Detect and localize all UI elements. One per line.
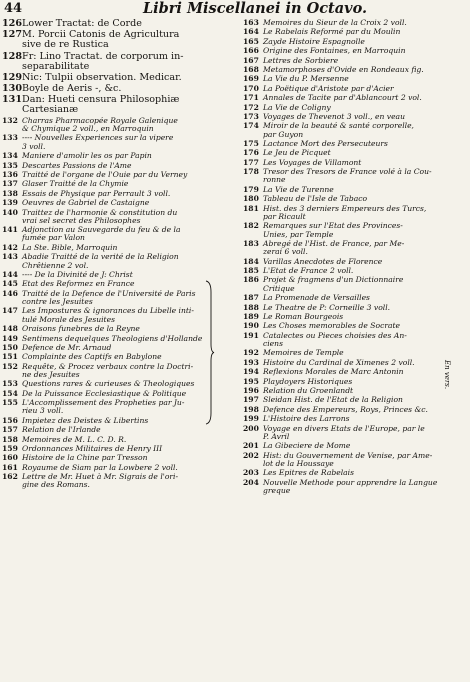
catalogue-entry: [2, 464, 234, 472]
entry-number: 182: [243, 221, 259, 231]
entry-text: Le Roman Bourgeois: [263, 311, 344, 321]
entry-number: 174: [243, 121, 259, 131]
catalogue-entry: [2, 162, 234, 170]
entry-text: La Vie du P. Mersenne: [263, 74, 349, 84]
entry-text: Defence des Empereurs, Roys, Princes &c.: [263, 404, 428, 414]
entry-number: 187: [243, 293, 259, 303]
entry-number: 140: [2, 207, 18, 217]
catalogue-entry: [2, 190, 234, 198]
catalogue-entry: [2, 426, 234, 434]
catalogue-entry: [2, 152, 234, 160]
entry-number: 173: [243, 111, 259, 121]
entry-number: 160: [2, 453, 18, 463]
entry-number: 148: [2, 324, 18, 334]
entry-text: Hist. des 3 derniers Empereurs des Turcs, par Ricault: [263, 203, 427, 221]
catalogue-entry: [243, 313, 458, 321]
entry-text: Varillas Anecdotes de Florence: [263, 256, 383, 266]
entry-number: 155: [2, 398, 18, 408]
entry-text: Sentimens dequelques Theologiens d'Hollande: [22, 333, 203, 343]
catalogue-entry: [2, 134, 234, 151]
catalogue-entry: [2, 253, 234, 270]
entry-number: 188: [243, 302, 259, 312]
entry-text: La Ste. Bible, Marroquin: [22, 242, 118, 252]
entry-text: Tableau de l'Isle de Tabaco: [263, 194, 368, 204]
entry-number: 153: [2, 379, 18, 389]
catalogue-entry: [243, 479, 458, 496]
catalogue-entry: [243, 186, 458, 194]
catalogue-entry: [2, 344, 234, 352]
entry-number: 194: [243, 367, 259, 377]
catalogue-entry: [2, 325, 234, 333]
entry-text: Remarques sur l'Etat des Provinces- Unies, par Temple: [263, 221, 403, 239]
catalogue-entry: [2, 30, 234, 50]
entry-text: Annales de Tacite par d'Ablancourt 2 vol.: [263, 93, 422, 103]
entry-number: 193: [243, 357, 259, 367]
entry-text: Histoire de la Chine par Tresson: [22, 453, 148, 463]
entry-text: ---- De la Divinité de J: Christ: [22, 269, 133, 279]
entry-text: Abregé de l'Hist. de France, par Me- zerai 6 voll.: [263, 239, 405, 257]
entry-number: 151: [2, 352, 18, 362]
entry-number: 175: [243, 138, 259, 148]
entry-text: Miroir de la beauté & santé corporelle, par Guyon: [263, 121, 414, 139]
entry-number: 183: [243, 239, 259, 248]
entry-number: 191: [243, 330, 259, 340]
entry-number: 134: [2, 151, 18, 161]
entry-number: 136: [2, 169, 18, 179]
entry-text: Boyle de Aeris -, &c.: [22, 83, 122, 95]
catalogue-entry: [243, 396, 458, 404]
entry-text: Le Jeu de Picquet: [263, 148, 331, 158]
catalogue-entry: [243, 240, 458, 257]
catalogue-entry: [2, 353, 234, 361]
catalogue-entry: [243, 205, 458, 222]
entry-text: La Poëtique d'Aristote par d'Acier: [263, 83, 394, 93]
catalogue-entry: [243, 294, 458, 302]
catalogue-entry: [243, 104, 458, 112]
entry-text: Sleidan Hist. de l'Etat de la Religion: [263, 395, 403, 405]
catalogue-entry: [243, 47, 458, 55]
entry-number: 135: [2, 160, 18, 170]
entry-text: Dan: Hueti censura Philosophiæ Cartesianæ: [22, 94, 180, 116]
entry-text: Complainte des Captifs en Babylone: [22, 352, 162, 362]
catalogue-entry: [243, 442, 458, 450]
entry-text: La Vie de Turenne: [263, 184, 334, 194]
entry-number: 190: [243, 321, 259, 331]
entry-text: Les Impostures & ignorances du Libelle inti- tulé Morale des Jesuites: [22, 306, 194, 324]
catalogue-entry: [243, 195, 458, 203]
entry-text: Hist: du Gouvernement de Venise, par Ame- lot de la Houssaye: [263, 450, 433, 468]
entry-text: Abadie Traitté de la verité de la Religion Chrêtienne 2 vol.: [22, 252, 179, 270]
catalogue-entry: [243, 168, 458, 185]
catalogue-entry: [243, 19, 458, 27]
entry-number: 165: [243, 36, 259, 46]
catalogue-entry: [243, 258, 458, 266]
catalogue-entry: [2, 84, 234, 94]
entry-number: 198: [243, 404, 259, 414]
entry-number: 197: [243, 395, 259, 405]
entry-number: 141: [2, 225, 18, 235]
catalogue-entry: [243, 359, 458, 367]
catalogue-entry: [243, 276, 458, 293]
entry-number: 200: [243, 423, 259, 433]
entry-text: Oeuvres de Gabriel de Castaigne: [22, 198, 150, 208]
entry-number: 180: [243, 194, 259, 204]
entry-number: 204: [243, 477, 259, 487]
catalogue-entry: [2, 19, 234, 29]
entry-text: Nouvelle Methode pour apprendre la Langue greque: [263, 477, 438, 495]
catalogue-entry: [243, 332, 458, 349]
entry-text: Voyage en divers Etats de l'Europe, par le P. Avril: [263, 423, 425, 441]
catalogue-entry: [243, 425, 458, 442]
entry-number: 196: [243, 385, 259, 395]
entry-number: 128: [2, 50, 23, 62]
catalogue-entry: [243, 469, 458, 477]
entry-text: Nic: Tulpii observation. Medicar.: [22, 71, 182, 83]
entry-text: Reflexions Morales de Marc Antonin: [263, 367, 404, 377]
page-number: 44: [4, 1, 23, 16]
entry-number: 168: [243, 64, 259, 74]
catalogue-entry: [2, 171, 234, 179]
entry-text: Memoires de Temple: [263, 348, 344, 358]
entry-number: 143: [2, 252, 18, 262]
entry-text: Adjonction au Sauvegarde du feu & de la fumée par Valon: [22, 225, 181, 243]
catalogue-entry: [243, 267, 458, 275]
entry-number: 163: [243, 18, 259, 27]
entry-text: Descartes Passions de l'Ame: [22, 160, 132, 170]
entry-text: Traitté de l'organe de l'Ouie par du Verney: [22, 169, 188, 179]
catalogue-entry: [243, 149, 458, 157]
entry-text: Relation du Groenlandt: [263, 385, 354, 395]
entry-text: Les Choses memorables de Socrate: [263, 321, 401, 331]
entry-number: 181: [243, 203, 259, 213]
entry-number: 189: [243, 311, 259, 321]
entry-text: Impietez des Deistes & Libertins: [22, 415, 149, 425]
entry-text: Fr: Lino Tractat. de corporum in- separabilitate: [22, 50, 184, 72]
entry-text: L'Accomplissement des Propheties par Ju- rieu 3 voll.: [22, 398, 185, 416]
verse-brace-icon: [205, 280, 215, 425]
entry-number: 176: [243, 148, 259, 158]
entry-number: 126: [2, 18, 23, 29]
entry-number: 167: [243, 55, 259, 65]
entry-number: 133: [2, 133, 18, 143]
entry-number: 169: [243, 74, 259, 84]
catalogue-entry: [243, 452, 458, 469]
entry-text: L'Histoire des Larrons: [263, 414, 350, 424]
catalogue-entry: [2, 454, 234, 462]
catalogue-entry: [2, 473, 234, 490]
entry-number: 130: [2, 83, 23, 95]
left-column: [2, 19, 234, 491]
entry-number: 158: [2, 434, 18, 444]
catalogue-entry: [2, 290, 234, 307]
catalogue-entry: [243, 304, 458, 312]
entry-text: Histoire du Cardinal de Ximenes 2 voll.: [263, 357, 415, 367]
entry-text: La Gibeciere de Mome: [263, 441, 351, 451]
catalogue-entry: [243, 378, 458, 386]
entry-number: 149: [2, 333, 18, 343]
catalogue-entry: [243, 75, 458, 83]
verse-side-label: En vers.: [443, 360, 451, 390]
entry-text: Le Rabelais Reformé par du Moulin: [263, 27, 401, 37]
entry-text: Catalectes ou Pieces choisies des An- ciens: [263, 330, 407, 349]
entry-number: 202: [243, 450, 259, 460]
entry-number: 154: [2, 388, 18, 398]
entry-number: 178: [243, 167, 259, 177]
entry-text: Requête, & Procez verbaux contre la Doctri- ne des Jesuites: [22, 361, 194, 379]
catalogue-entry: [243, 415, 458, 423]
entry-text: Tresor des Tresors de France volé à la Cou- ronne: [263, 167, 432, 185]
catalogue-entry: [2, 417, 234, 425]
entry-text: Maniere d'amolir les os par Papin: [22, 151, 152, 161]
entry-number: 138: [2, 188, 18, 198]
entry-number: 146: [2, 288, 18, 298]
entry-number: 201: [243, 441, 259, 451]
catalogue-entry: [243, 113, 458, 121]
catalogue-entry: [243, 322, 458, 330]
entry-text: Projet & fragmens d'un Dictionnaire Critique: [263, 275, 404, 293]
entry-number: 170: [243, 83, 259, 93]
entry-number: 185: [243, 266, 259, 276]
entry-text: Memoires du Sieur de la Croix 2 voll.: [263, 18, 407, 27]
catalogue-entry: [2, 52, 234, 72]
right-column: [243, 19, 458, 496]
catalogue-entry: [243, 159, 458, 167]
entry-number: 157: [2, 425, 18, 435]
catalogue-entry: [243, 57, 458, 65]
entry-text: La Vie de Coligny: [263, 102, 331, 112]
catalogue-entry: [2, 271, 234, 279]
catalogue-entry: [2, 117, 234, 134]
entry-number: 142: [2, 242, 18, 252]
catalogue-entry: [243, 122, 458, 139]
catalogue-entry: [2, 390, 234, 398]
entry-number: 195: [243, 376, 259, 386]
entry-text: Zayde Histoire Espagnolle: [263, 36, 365, 46]
entry-text: Voyages de Thevenot 3 voll., en veau: [263, 111, 405, 121]
entry-text: Lower Tractat: de Corde: [22, 18, 142, 29]
entry-text: Ordonnances Militaires de Henry III: [22, 444, 163, 453]
entry-number: 129: [2, 71, 23, 83]
entry-number: 179: [243, 184, 259, 194]
catalogue-entry: [243, 222, 458, 239]
entry-text: Les Voyages de Villamont: [263, 157, 362, 167]
catalogue-entry: [2, 95, 234, 115]
entry-number: 203: [243, 468, 259, 478]
entry-number: 147: [2, 306, 18, 316]
catalogue-entry: [2, 280, 234, 288]
entry-text: Essais de Physique par Perrault 3 voll.: [22, 188, 171, 198]
catalogue-entry: [243, 85, 458, 93]
catalogue-entry: [2, 199, 234, 207]
entry-text: Metamorphoses d'Ovide en Rondeaux fig.: [263, 64, 424, 74]
entry-text: Playdoyers Historiques: [263, 376, 353, 386]
entry-text: Les Epitres de Rabelais: [263, 468, 354, 478]
page-title: Libri Miscellanei in Octavo.: [142, 0, 368, 17]
catalogue-entry: [2, 445, 234, 453]
entry-number: 150: [2, 342, 18, 352]
entry-number: 171: [243, 93, 259, 103]
catalogue-entry: [243, 387, 458, 395]
catalogue-entry: [243, 349, 458, 357]
entry-number: 172: [243, 102, 259, 112]
catalogue-entry: [2, 380, 234, 388]
entry-number: 162: [2, 472, 18, 482]
catalogue-entry: [2, 399, 234, 416]
catalogue-entry: [2, 335, 234, 343]
entry-text: Memoires de M. L. C. D. R.: [22, 434, 127, 444]
catalogue-entry: [2, 180, 234, 188]
catalogue-entry: [243, 38, 458, 46]
catalogue-entry: [2, 209, 234, 226]
entry-number: 164: [243, 27, 259, 37]
catalogue-entry: [243, 140, 458, 148]
catalogue-entry: [2, 307, 234, 324]
entry-text: Lettre de Mr. Huet à Mr. Sigrais de l'ori- gine des Romans.: [22, 472, 179, 490]
entry-number: 166: [243, 46, 259, 56]
entry-text: ---- Nouvelles Experiences sur la vipere 3 voll.: [22, 133, 174, 151]
entry-number: 159: [2, 444, 18, 453]
catalogue-entry: [243, 94, 458, 102]
entry-number: 177: [243, 157, 259, 167]
entry-text: De la Puissance Ecclesiastique & Politique: [22, 388, 187, 398]
entry-number: 127: [2, 29, 23, 41]
catalogue-entry: [2, 73, 234, 83]
catalogue-entry: [243, 66, 458, 74]
entry-text: Oraisons funebres de la Reyne: [22, 324, 140, 334]
entry-text: Defence de Mr. Arnaud: [22, 342, 112, 352]
entry-number: 137: [2, 179, 18, 189]
entry-text: Lactance Mort des Persecuteurs: [263, 138, 388, 148]
entry-number: 152: [2, 361, 18, 371]
entry-text: Le Theatre de P: Corneille 3 voll.: [263, 302, 391, 312]
entry-text: L'Etat de France 2 voll.: [263, 266, 354, 276]
entry-number: 145: [2, 279, 18, 289]
catalogue-entry: [2, 436, 234, 444]
entry-text: Questions rares & curieuses & Theologiques: [22, 379, 195, 389]
entry-text: Royaume de Siam par la Lowbere 2 voll.: [22, 462, 178, 472]
entry-number: 156: [2, 415, 18, 425]
entry-text: Traittez de l'harmonie & constitution du vrai sel secret des Philosophes: [22, 207, 178, 225]
catalogue-entry: [2, 363, 234, 380]
entry-text: Origine des Fontaines, en Marroquin: [263, 46, 406, 56]
entry-text: Etat des Reformez en France: [22, 279, 135, 289]
entry-number: 132: [2, 115, 18, 125]
entry-number: 192: [243, 348, 259, 358]
catalogue-entry: [243, 28, 458, 36]
catalogue-entry: [243, 406, 458, 414]
entry-number: 184: [243, 256, 259, 266]
entry-number: 131: [2, 94, 23, 106]
entry-text: Relation de l'Irlande: [22, 425, 101, 435]
catalogue-entry: [2, 244, 234, 252]
entry-text: Charras Pharmacopée Royale Galenique & Chymique 2 voll., en Marroquin: [22, 115, 178, 134]
catalogue-entry: [2, 226, 234, 243]
entry-text: Traitté de la Defence de l'Université de Paris contre les Jesuites: [22, 288, 196, 307]
entry-number: 139: [2, 198, 18, 208]
entry-text: La Promenade de Versailles: [263, 293, 370, 303]
catalogue-entry: [243, 368, 458, 376]
entry-text: Glaser Traitté de la Chymie: [22, 179, 129, 189]
entry-text: Lettres de Sorbiere: [263, 55, 339, 65]
entry-number: 199: [243, 414, 259, 424]
page-header: [4, 0, 466, 18]
entry-number: 161: [2, 462, 18, 472]
entry-number: 186: [243, 275, 259, 285]
entry-number: 144: [2, 269, 18, 279]
entry-text: M. Porcii Catonis de Agricultura sive de re Rustica: [22, 29, 180, 51]
